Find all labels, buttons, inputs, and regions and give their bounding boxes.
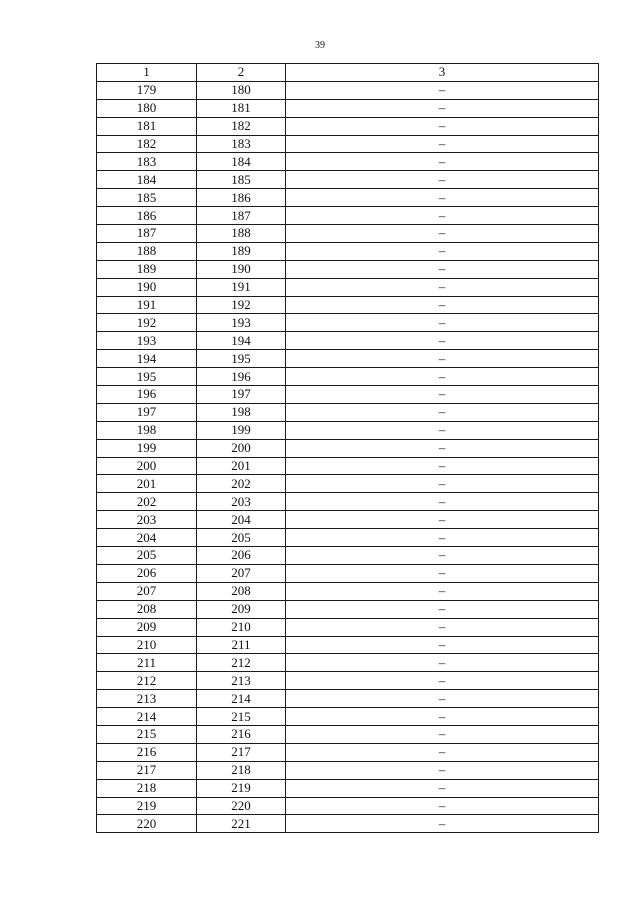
table-cell-col-3: – (286, 457, 599, 475)
table-cell-col-3: – (286, 600, 599, 618)
table-body (97, 81, 599, 832)
table-cell-col-1: 199 (97, 439, 197, 457)
table-cell-col-3: – (286, 117, 599, 135)
table-row (97, 332, 599, 350)
table-cell-col-1: 207 (97, 582, 197, 600)
data-table (96, 63, 599, 833)
table-cell-col-3: – (286, 547, 599, 565)
table-cell-col-1: 208 (97, 600, 197, 618)
table-cell-col-1: 186 (97, 207, 197, 225)
table-row (97, 189, 599, 207)
table-cell-col-1: 202 (97, 493, 197, 511)
table-cell-col-2: 197 (197, 386, 286, 404)
table-cell-col-2: 203 (197, 493, 286, 511)
table-cell-col-3: – (286, 189, 599, 207)
table-cell-col-3: – (286, 761, 599, 779)
table-cell-col-1: 203 (97, 511, 197, 529)
table-cell-col-3: – (286, 725, 599, 743)
table-cell-col-1: 189 (97, 260, 197, 278)
table-cell-col-2: 210 (197, 618, 286, 636)
table-cell-col-2: 220 (197, 797, 286, 815)
table-cell-col-3: – (286, 672, 599, 690)
table-row (97, 654, 599, 672)
table-cell-col-2: 192 (197, 296, 286, 314)
table-cell-col-2: 217 (197, 743, 286, 761)
table-row (97, 296, 599, 314)
table-cell-col-3: – (286, 439, 599, 457)
table-cell-col-2: 199 (197, 421, 286, 439)
table-cell-col-1: 196 (97, 386, 197, 404)
table-cell-col-1: 187 (97, 225, 197, 243)
table-row (97, 618, 599, 636)
table-cell-col-2: 195 (197, 350, 286, 368)
table-cell-col-1: 195 (97, 368, 197, 386)
table-cell-col-3: – (286, 314, 599, 332)
table-cell-col-3: – (286, 529, 599, 547)
table-row (97, 81, 599, 99)
table-row (97, 135, 599, 153)
table-cell-col-1: 192 (97, 314, 197, 332)
table-cell-col-2: 206 (197, 547, 286, 565)
table-row (97, 547, 599, 565)
table-cell-col-3: – (286, 690, 599, 708)
table-cell-col-2: 208 (197, 582, 286, 600)
table-cell-col-1: 197 (97, 403, 197, 421)
table-row (97, 99, 599, 117)
table-cell-col-3: – (286, 225, 599, 243)
table-row (97, 475, 599, 493)
table-cell-col-2: 216 (197, 725, 286, 743)
table-cell-col-1: 205 (97, 547, 197, 565)
table-row (97, 225, 599, 243)
table-cell-col-2: 196 (197, 368, 286, 386)
table-cell-col-2: 185 (197, 171, 286, 189)
table-cell-col-2: 193 (197, 314, 286, 332)
table-cell-col-1: 188 (97, 242, 197, 260)
table-row (97, 529, 599, 547)
table-row (97, 386, 599, 404)
table-cell-col-1: 215 (97, 725, 197, 743)
table-cell-col-2: 183 (197, 135, 286, 153)
table-row (97, 564, 599, 582)
table-cell-col-1: 220 (97, 815, 197, 833)
table-row (97, 797, 599, 815)
table-cell-col-2: 180 (197, 81, 286, 99)
table-cell-col-1: 209 (97, 618, 197, 636)
table-cell-col-2: 214 (197, 690, 286, 708)
table-cell-col-3: – (286, 368, 599, 386)
table-cell-col-2: 205 (197, 529, 286, 547)
table-row (97, 815, 599, 833)
table-row (97, 314, 599, 332)
table-cell-col-2: 198 (197, 403, 286, 421)
table-cell-col-2: 213 (197, 672, 286, 690)
table-cell-col-3: – (286, 564, 599, 582)
table-cell-col-1: 193 (97, 332, 197, 350)
table-row (97, 403, 599, 421)
table-cell-col-2: 201 (197, 457, 286, 475)
table-cell-col-3: – (286, 242, 599, 260)
table-cell-col-2: 215 (197, 708, 286, 726)
table-cell-col-1: 179 (97, 81, 197, 99)
table-cell-col-1: 214 (97, 708, 197, 726)
table-cell-col-3: – (286, 260, 599, 278)
table-cell-col-2: 209 (197, 600, 286, 618)
table-row (97, 690, 599, 708)
table-cell-col-1: 212 (97, 672, 197, 690)
table-row (97, 779, 599, 797)
page-number: 39 (315, 40, 325, 51)
table-row (97, 278, 599, 296)
table-cell-col-3: – (286, 332, 599, 350)
table-row (97, 743, 599, 761)
column-header-1: 1 (97, 64, 197, 82)
table-row (97, 636, 599, 654)
table-cell-col-2: 181 (197, 99, 286, 117)
table-cell-col-2: 212 (197, 654, 286, 672)
table-cell-col-1: 191 (97, 296, 197, 314)
table-row (97, 511, 599, 529)
table-row (97, 725, 599, 743)
table-cell-col-1: 204 (97, 529, 197, 547)
table-row (97, 439, 599, 457)
table-cell-col-1: 217 (97, 761, 197, 779)
table-cell-col-3: – (286, 582, 599, 600)
table-cell-col-3: – (286, 403, 599, 421)
table-cell-col-3: – (286, 153, 599, 171)
table-row (97, 350, 599, 368)
table-cell-col-2: 190 (197, 260, 286, 278)
table-cell-col-1: 182 (97, 135, 197, 153)
table-cell-col-2: 221 (197, 815, 286, 833)
table-cell-col-1: 190 (97, 278, 197, 296)
table-row (97, 582, 599, 600)
table-cell-col-1: 219 (97, 797, 197, 815)
table-cell-col-2: 194 (197, 332, 286, 350)
table-cell-col-3: – (286, 296, 599, 314)
table-header-row (97, 64, 599, 82)
table-cell-col-3: – (286, 99, 599, 117)
table-cell-col-1: 194 (97, 350, 197, 368)
table-row (97, 171, 599, 189)
table-cell-col-2: 182 (197, 117, 286, 135)
table-row (97, 207, 599, 225)
table-cell-col-2: 207 (197, 564, 286, 582)
table-cell-col-1: 213 (97, 690, 197, 708)
column-header-2: 2 (197, 64, 286, 82)
table-cell-col-3: – (286, 81, 599, 99)
table-cell-col-3: – (286, 171, 599, 189)
table-cell-col-1: 206 (97, 564, 197, 582)
table-cell-col-2: 187 (197, 207, 286, 225)
table-cell-col-1: 184 (97, 171, 197, 189)
table-cell-col-3: – (286, 386, 599, 404)
table-cell-col-1: 180 (97, 99, 197, 117)
table-cell-col-2: 211 (197, 636, 286, 654)
table-row (97, 493, 599, 511)
table-cell-col-2: 204 (197, 511, 286, 529)
table-cell-col-2: 200 (197, 439, 286, 457)
table-row (97, 672, 599, 690)
table-cell-col-3: – (286, 475, 599, 493)
table-cell-col-3: – (286, 797, 599, 815)
table-row (97, 242, 599, 260)
table-row (97, 761, 599, 779)
table-cell-col-2: 188 (197, 225, 286, 243)
table-cell-col-3: – (286, 654, 599, 672)
table-cell-col-3: – (286, 135, 599, 153)
table-cell-col-1: 210 (97, 636, 197, 654)
table-row (97, 260, 599, 278)
table-cell-col-1: 183 (97, 153, 197, 171)
table-cell-col-1: 216 (97, 743, 197, 761)
table-cell-col-1: 198 (97, 421, 197, 439)
table-cell-col-2: 186 (197, 189, 286, 207)
table-cell-col-3: – (286, 493, 599, 511)
table-cell-col-1: 218 (97, 779, 197, 797)
table-cell-col-3: – (286, 815, 599, 833)
table-cell-col-1: 200 (97, 457, 197, 475)
table-cell-col-2: 202 (197, 475, 286, 493)
table-cell-col-2: 191 (197, 278, 286, 296)
column-header-3: 3 (286, 64, 599, 82)
table-cell-col-3: – (286, 350, 599, 368)
table-cell-col-3: – (286, 207, 599, 225)
table-cell-col-3: – (286, 278, 599, 296)
table-cell-col-3: – (286, 743, 599, 761)
table-cell-col-3: – (286, 708, 599, 726)
table-row (97, 368, 599, 386)
table-row (97, 421, 599, 439)
table-cell-col-1: 211 (97, 654, 197, 672)
table-cell-col-1: 185 (97, 189, 197, 207)
table-row (97, 457, 599, 475)
table-cell-col-2: 189 (197, 242, 286, 260)
table-cell-col-3: – (286, 618, 599, 636)
table-cell-col-2: 219 (197, 779, 286, 797)
table-cell-col-3: – (286, 779, 599, 797)
table-cell-col-3: – (286, 421, 599, 439)
table-row (97, 117, 599, 135)
table-cell-col-2: 184 (197, 153, 286, 171)
table-row (97, 708, 599, 726)
table-cell-col-3: – (286, 636, 599, 654)
table-row (97, 153, 599, 171)
table-row (97, 600, 599, 618)
table-cell-col-1: 181 (97, 117, 197, 135)
table-cell-col-2: 218 (197, 761, 286, 779)
table-cell-col-3: – (286, 511, 599, 529)
table-cell-col-1: 201 (97, 475, 197, 493)
